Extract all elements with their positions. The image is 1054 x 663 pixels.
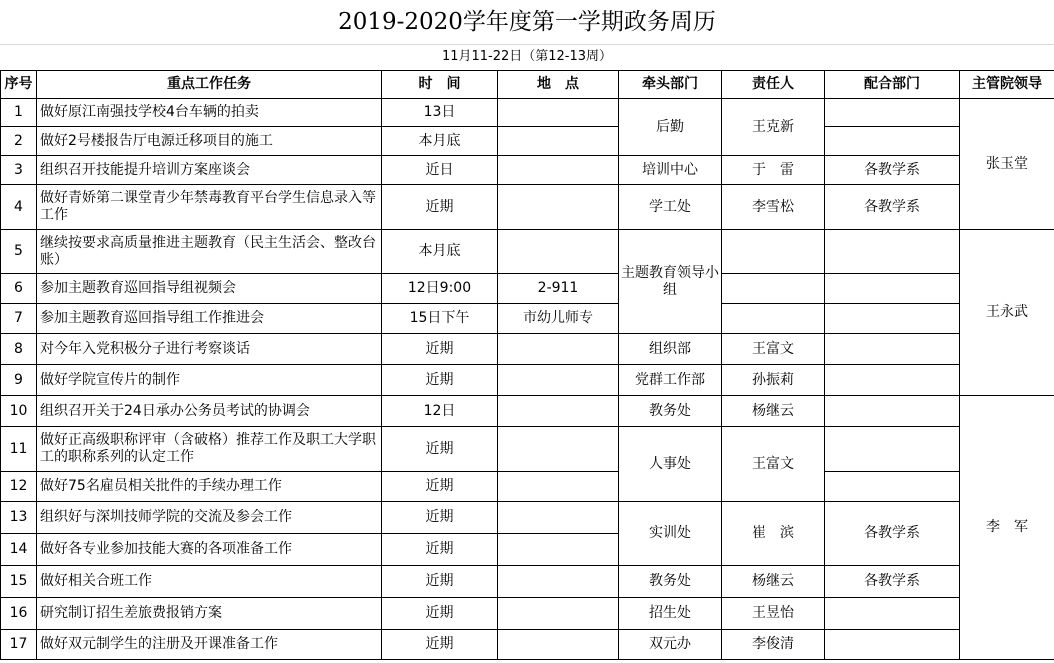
header-no: 序号 [1,71,37,99]
cell-time: 近期 [382,566,498,598]
schedule-table [0,70,1054,660]
cell-coop-dept [825,365,960,396]
cell-place: 2-911 [498,274,619,304]
cell-time: 本月底 [382,127,498,156]
cell-task: 做好75名雇员相关批件的手续办理工作 [37,472,382,502]
cell-time: 12日 [382,396,498,427]
table-row [1,630,1054,660]
table-row [1,502,1054,534]
cell-no: 2 [1,127,37,156]
cell-coop-dept [825,99,960,127]
cell-place [498,156,619,185]
cell-owner: 王昱怡 [722,598,825,630]
cell-place [498,502,619,534]
cell-owner [722,230,825,274]
cell-lead-dept: 组织部 [619,334,722,365]
cell-place [498,630,619,660]
cell-task: 做好双元制学生的注册及开课准备工作 [37,630,382,660]
cell-place [498,566,619,598]
cell-owner: 王富文 [722,334,825,365]
cell-time: 近期 [382,334,498,365]
table-row [1,304,1054,334]
header-row [1,71,1054,99]
cell-no: 9 [1,365,37,396]
cell-task: 研究制订招生差旅费报销方案 [37,598,382,630]
cell-task: 做好2号楼报告厅电源迁移项目的施工 [37,127,382,156]
cell-lead-dept: 招生处 [619,598,722,630]
cell-no: 17 [1,630,37,660]
cell-lead-dept: 双元办 [619,630,722,660]
table-row [1,156,1054,185]
header-leader: 主管院领导 [960,71,1054,99]
cell-coop-dept [825,127,960,156]
cell-time: 近期 [382,534,498,566]
cell-lead-dept: 人事处 [619,427,722,502]
cell-no: 5 [1,230,37,274]
cell-task: 组织好与深圳技师学院的交流及参会工作 [37,502,382,534]
table-row [1,427,1054,472]
cell-lead-dept: 党群工作部 [619,365,722,396]
cell-no: 6 [1,274,37,304]
cell-owner [722,274,825,304]
cell-time: 近期 [382,365,498,396]
table-row [1,566,1054,598]
cell-no: 3 [1,156,37,185]
cell-place [498,185,619,230]
cell-coop-dept [825,230,960,274]
table-row [1,185,1054,230]
cell-lead-dept: 主题教育领导小组 [619,230,722,334]
header-coop-dept: 配合部门 [825,71,960,99]
cell-owner: 王克新 [722,99,825,156]
cell-time: 近期 [382,502,498,534]
cell-time: 本月底 [382,230,498,274]
cell-coop-dept [825,472,960,502]
cell-no: 16 [1,598,37,630]
cell-task: 继续按要求高质量推进主题教育（民主生活会、整改台账） [37,230,382,274]
cell-time: 12日9:00 [382,274,498,304]
cell-place [498,230,619,274]
cell-place: 市幼儿师专 [498,304,619,334]
cell-lead-dept: 教务处 [619,566,722,598]
document-title: 2019-2020学年度第一学期政务周历 [0,0,1054,45]
cell-coop-dept: 各教学系 [825,566,960,598]
header-task: 重点工作任务 [37,71,382,99]
cell-place [498,598,619,630]
cell-no: 12 [1,472,37,502]
cell-place [498,534,619,566]
cell-task: 组织召开关于24日承办公务员考试的协调会 [37,396,382,427]
cell-lead-dept: 学工处 [619,185,722,230]
table-row [1,274,1054,304]
table-row [1,396,1054,427]
cell-owner: 杨继云 [722,566,825,598]
cell-task: 组织召开技能提升培训方案座谈会 [37,156,382,185]
cell-lead-dept: 培训中心 [619,156,722,185]
cell-time: 近期 [382,630,498,660]
cell-task: 做好相关合班工作 [37,566,382,598]
table-row [1,598,1054,630]
cell-owner: 杨继云 [722,396,825,427]
cell-no: 10 [1,396,37,427]
table-row [1,365,1054,396]
cell-place [498,334,619,365]
table-row [1,230,1054,274]
cell-place [498,127,619,156]
cell-time: 近日 [382,156,498,185]
cell-no: 13 [1,502,37,534]
table-row [1,99,1054,127]
cell-time: 13日 [382,99,498,127]
cell-no: 14 [1,534,37,566]
cell-coop-dept: 各教学系 [825,502,960,566]
header-place: 地 点 [498,71,619,99]
cell-task: 做好学院宣传片的制作 [37,365,382,396]
cell-task: 对今年入党积极分子进行考察谈话 [37,334,382,365]
cell-time: 15日下午 [382,304,498,334]
cell-coop-dept [825,304,960,334]
cell-owner: 于 雷 [722,156,825,185]
cell-coop-dept [825,334,960,365]
cell-task: 做好原江南强技学校4台车辆的拍卖 [37,99,382,127]
cell-time: 近期 [382,598,498,630]
cell-no: 8 [1,334,37,365]
header-lead-dept: 牵头部门 [619,71,722,99]
cell-lead-dept: 教务处 [619,396,722,427]
cell-time: 近期 [382,472,498,502]
cell-coop-dept: 各教学系 [825,185,960,230]
cell-owner: 李雪松 [722,185,825,230]
header-owner: 责任人 [722,71,825,99]
cell-task: 做好正高级职称评审（含破格）推荐工作及职工大学职工的职称系列的认定工作 [37,427,382,472]
table-row [1,127,1054,156]
cell-place [498,365,619,396]
cell-time: 近期 [382,185,498,230]
cell-owner: 崔 滨 [722,502,825,566]
cell-owner: 李俊清 [722,630,825,660]
cell-leader: 李 军 [960,396,1054,660]
cell-task: 参加主题教育巡回指导组工作推进会 [37,304,382,334]
cell-no: 15 [1,566,37,598]
cell-task: 做好各专业参加技能大赛的各项准备工作 [37,534,382,566]
cell-place [498,427,619,472]
cell-coop-dept [825,427,960,472]
cell-leader: 王永武 [960,230,1054,396]
cell-coop-dept [825,274,960,304]
cell-coop-dept: 各教学系 [825,156,960,185]
cell-no: 1 [1,99,37,127]
document-subtitle: 11月11-22日（第12-13周） [441,49,613,64]
cell-task: 做好青娇第二课堂青少年禁毒教育平台学生信息录入等工作 [37,185,382,230]
cell-no: 4 [1,185,37,230]
cell-task: 参加主题教育巡回指导组视频会 [37,274,382,304]
cell-lead-dept: 后勤 [619,99,722,156]
cell-no: 7 [1,304,37,334]
cell-coop-dept [825,630,960,660]
cell-coop-dept [825,396,960,427]
cell-lead-dept: 实训处 [619,502,722,566]
cell-place [498,99,619,127]
cell-leader: 张玉堂 [960,99,1054,230]
table-row [1,334,1054,365]
cell-place [498,396,619,427]
cell-owner: 王富文 [722,427,825,502]
cell-no: 11 [1,427,37,472]
cell-time: 近期 [382,427,498,472]
cell-owner: 孙振莉 [722,365,825,396]
cell-place [498,472,619,502]
header-time: 时 间 [382,71,498,99]
table-row [1,472,1054,502]
cell-coop-dept [825,598,960,630]
cell-owner [722,304,825,334]
